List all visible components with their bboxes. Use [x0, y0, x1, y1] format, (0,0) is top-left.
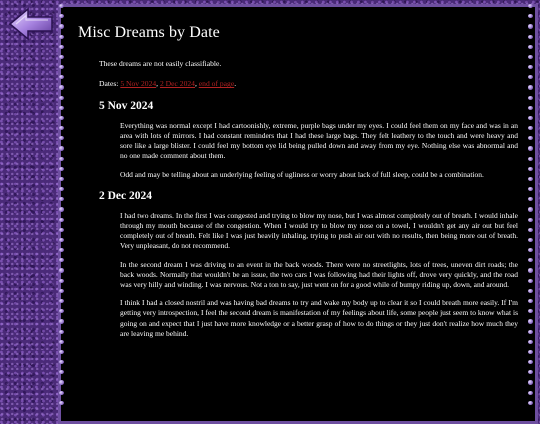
end-of-page-link[interactable]: end of page — [198, 79, 235, 89]
bead-icon — [59, 370, 64, 374]
bead-icon — [528, 45, 533, 49]
end-dot: . — [234, 79, 237, 89]
bead-icon — [528, 401, 533, 405]
bead-icon — [528, 330, 533, 334]
bead-border-left — [59, 4, 65, 405]
bead-icon — [528, 299, 533, 303]
bead-icon — [528, 85, 533, 89]
intro-block — [99, 59, 526, 90]
bead-icon — [59, 340, 64, 344]
bead-icon — [59, 136, 64, 140]
bead-icon — [528, 75, 533, 79]
bead-icon — [528, 177, 533, 181]
entry-paragraph: I had two dreams. In the first I was congested and trying to blow my nose, but I was almost completely out of breath. I would inhale through my mouth because of the congestion. When I would try to blow my nose on a towel, I wouldn't get any air out but feel completely out of breath. Felt like I was just heavily inhaling, trying to push air out with no results, then being more out of breath. Very unpleasant, do not recommend. — [120, 210, 518, 251]
entry-paragraph: Odd and may be telling about an underlying feeling of ugliness or worry about lack of full sleep, could be a combination. — [120, 169, 484, 179]
bead-icon — [59, 380, 64, 384]
bead-icon — [528, 157, 533, 161]
bead-icon — [528, 238, 533, 242]
bead-icon — [528, 65, 533, 69]
bead-icon — [528, 279, 533, 283]
bead-icon — [59, 157, 64, 161]
bead-icon — [59, 268, 64, 272]
separator: , — [194, 79, 199, 89]
bead-icon — [528, 106, 533, 110]
bead-icon — [528, 289, 533, 293]
date-link-5-nov-2024[interactable]: 5 Nov 2024 — [120, 79, 157, 89]
dates-nav — [99, 79, 526, 89]
bead-icon — [528, 197, 533, 201]
date-link-2-dec-2024[interactable]: 2 Dec 2024 — [159, 79, 195, 89]
bead-icon — [59, 350, 64, 354]
bead-icon — [59, 391, 64, 395]
entry-paragraph: Everything was normal except I had cartoonishly, extreme, purple bags under my eyes. I could feel them on my face and was in an area with lots of mirrors. I had constant reminders that I had these large bags. They felt leathery to the touch and were heavy and sore like a large blister. I could feel my bottom eye lid being pulled down and away from my eye. Nothing else was abnormal and no one made comment about them. — [120, 120, 518, 161]
bead-icon — [59, 401, 64, 405]
bead-icon — [59, 96, 64, 100]
bead-icon — [59, 238, 64, 242]
bead-icon — [59, 218, 64, 222]
bead-icon — [59, 360, 64, 364]
bead-icon — [528, 309, 533, 313]
back-arrow-icon[interactable] — [8, 6, 54, 42]
bead-icon — [59, 177, 64, 181]
separator: , — [156, 79, 160, 89]
entry-heading-5-nov-2024: 5 Nov 2024 — [99, 99, 154, 112]
bead-icon — [528, 167, 533, 171]
bead-icon — [59, 207, 64, 211]
bead-icon — [528, 360, 533, 364]
bead-icon — [59, 55, 64, 59]
main-content — [78, 24, 526, 347]
bead-icon — [59, 126, 64, 130]
bead-icon — [528, 146, 533, 150]
bead-icon — [528, 340, 533, 344]
entry-5-nov-2024 — [99, 121, 526, 180]
bead-icon — [59, 65, 64, 69]
bead-icon — [59, 309, 64, 313]
entry-heading-2-dec-2024: 2 Dec 2024 — [99, 189, 153, 202]
bead-icon — [59, 299, 64, 303]
bead-icon — [59, 187, 64, 191]
bead-icon — [59, 106, 64, 110]
bead-icon — [528, 319, 533, 323]
bead-icon — [59, 24, 64, 28]
bead-icon — [528, 391, 533, 395]
bead-border-right — [528, 4, 534, 405]
bead-icon — [59, 167, 64, 171]
bead-icon — [59, 146, 64, 150]
bead-icon — [528, 24, 533, 28]
bead-icon — [59, 116, 64, 120]
entry-paragraph: In the second dream I was driving to an event in the back woods. There were no streetlights, lots of trees, uneven dirt roads; the back woods. Normally that wouldn't be an issue, the two cars I was following had their lights off, drove very quickly, and the road was very hilly and winding. I was nervous. Not a ton to say, just went on for a good while of bumpy riding up, down, and around. — [120, 259, 518, 290]
bead-icon — [528, 350, 533, 354]
bead-icon — [528, 370, 533, 374]
bead-icon — [528, 116, 533, 120]
dates-label: Dates: — [99, 79, 119, 89]
bead-icon — [59, 85, 64, 89]
bead-icon — [59, 35, 64, 39]
bead-icon — [528, 187, 533, 191]
bead-icon — [59, 319, 64, 323]
entry-2-dec-2024 — [99, 211, 526, 339]
bead-icon — [59, 45, 64, 49]
bead-icon — [528, 380, 533, 384]
bead-icon — [528, 126, 533, 130]
bead-icon — [59, 197, 64, 201]
bead-icon — [59, 4, 64, 8]
bead-icon — [528, 258, 533, 262]
intro-text: These dreams are not easily classifiable. — [99, 59, 222, 68]
bead-icon — [59, 289, 64, 293]
bead-icon — [528, 136, 533, 140]
bead-icon — [528, 268, 533, 272]
bead-icon — [528, 207, 533, 211]
bead-icon — [528, 228, 533, 232]
bead-icon — [528, 248, 533, 252]
bead-icon — [59, 279, 64, 283]
bead-icon — [59, 75, 64, 79]
bead-icon — [528, 96, 533, 100]
bead-icon — [528, 55, 533, 59]
bead-icon — [528, 14, 533, 18]
bead-icon — [59, 330, 64, 334]
entry-paragraph: I think I had a closed nostril and was having bad dreams to try and wake my body up to clear it so I could breath more easily. If I'm getting very introspection, I feel the second dream is manifestation of my feelings about life, some people just seem to know what is going on and expect that I just have more knowledge or a better grasp of how to do things or they just don't realize how much they are leaving me behind. — [120, 298, 518, 338]
bead-icon — [59, 228, 64, 232]
page-title: Misc Dreams by Date — [78, 24, 220, 41]
bead-icon — [59, 248, 64, 252]
bead-icon — [528, 35, 533, 39]
bead-icon — [59, 258, 64, 262]
bead-icon — [528, 218, 533, 222]
bead-icon — [59, 14, 64, 18]
bead-icon — [528, 4, 533, 8]
